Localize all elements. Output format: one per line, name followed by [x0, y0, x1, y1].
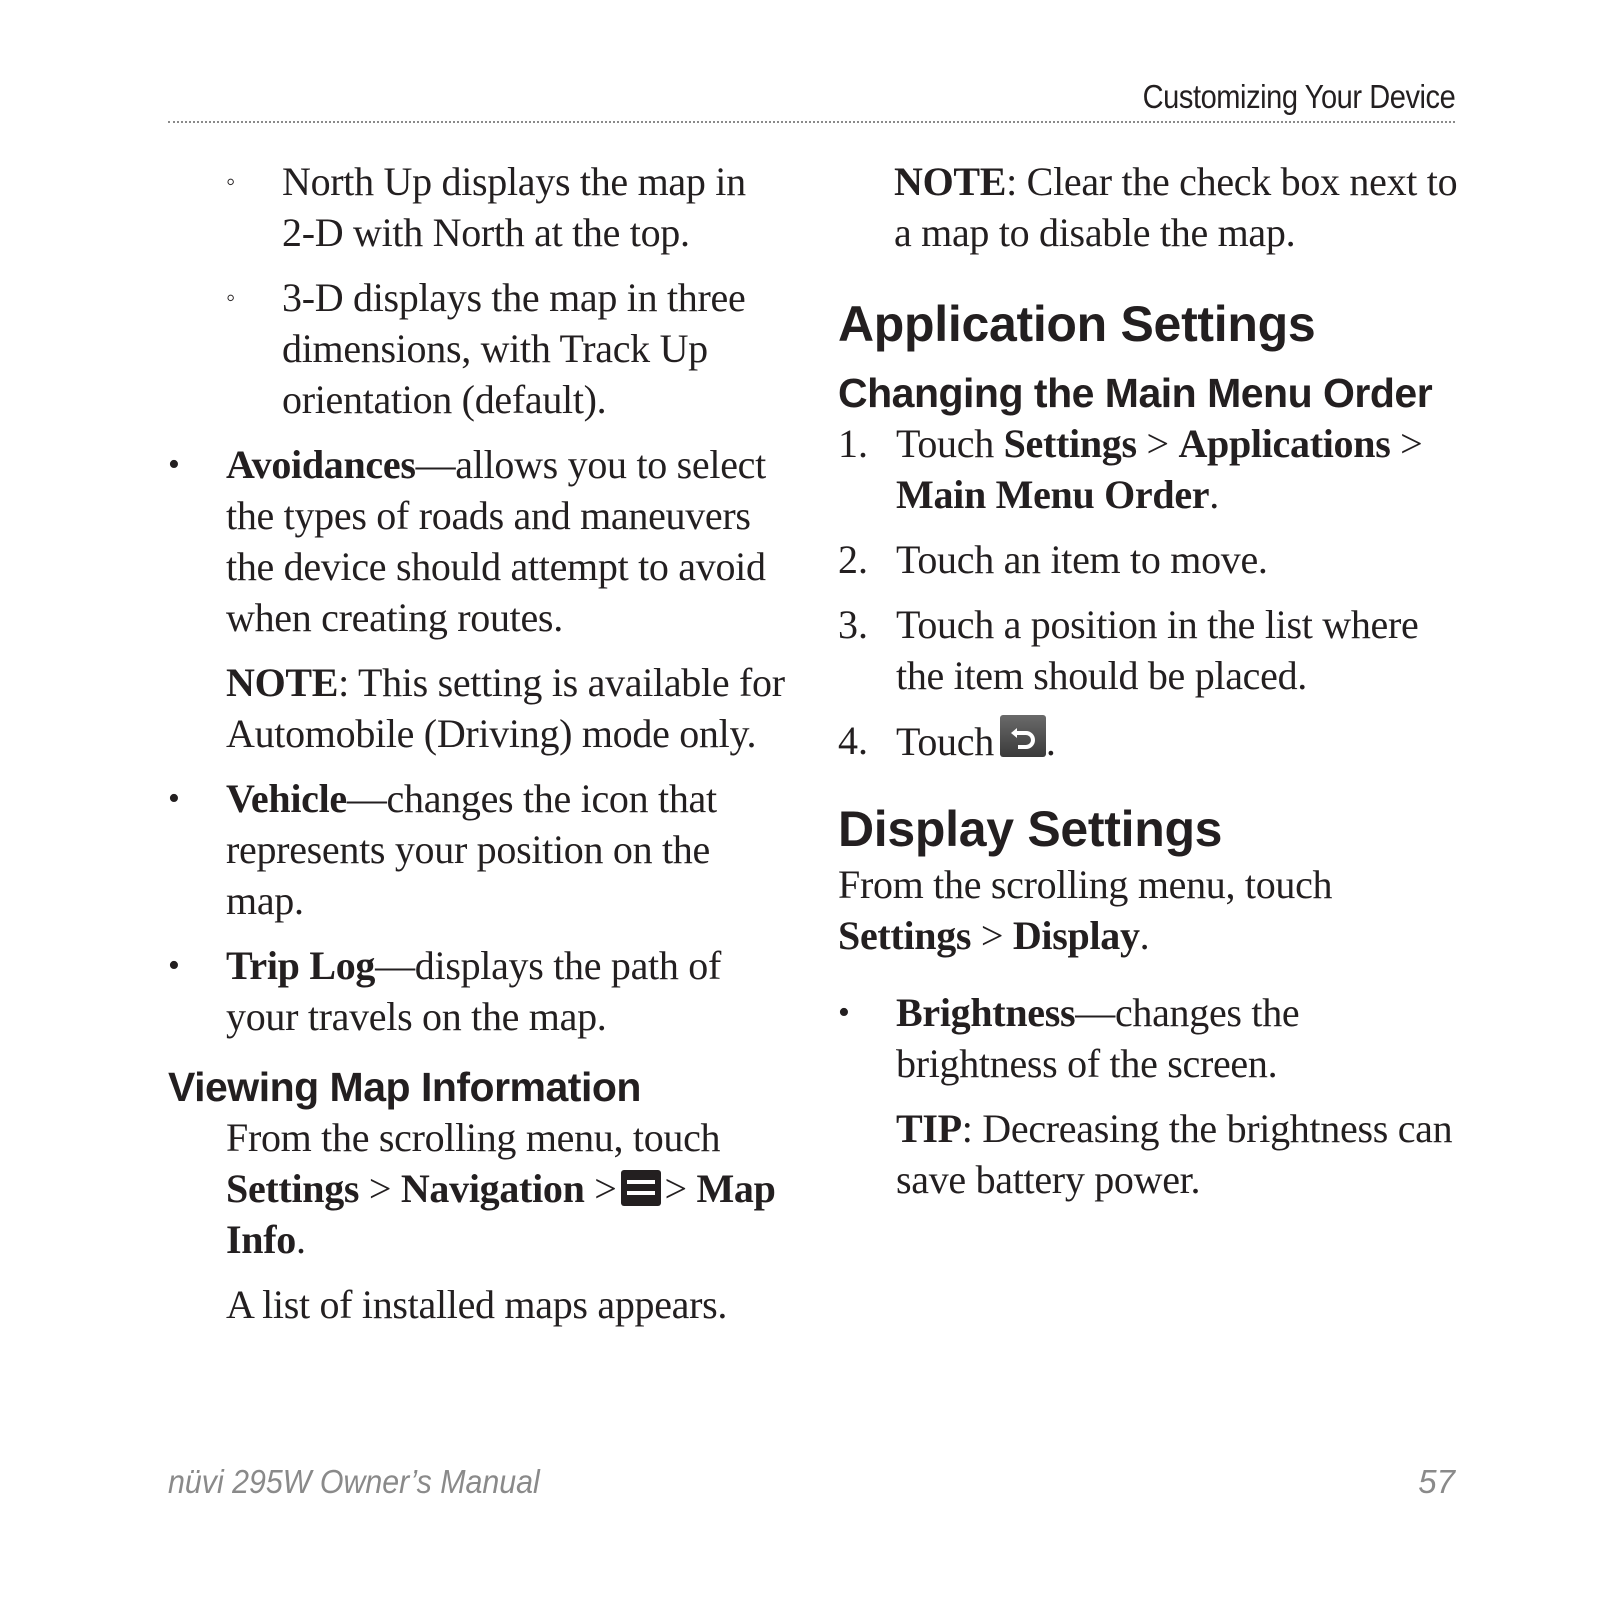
- text-fragment: Touch: [896, 421, 994, 466]
- running-header: Customizing Your Device: [1142, 78, 1455, 115]
- tip-label: TIP: [896, 1106, 962, 1151]
- term-display: Display: [1012, 913, 1140, 958]
- text-fragment: —displays the path of: [375, 943, 721, 988]
- list-item-north-up: [168, 156, 808, 258]
- text-line: A list of installed maps appears.: [226, 1282, 728, 1327]
- right-column: [838, 156, 1502, 1219]
- term-settings: Settings: [1003, 421, 1137, 466]
- term-vehicle: Vehicle: [226, 776, 347, 821]
- hollow-bullet-icon: ◦: [226, 167, 236, 196]
- separator: >: [1146, 421, 1169, 466]
- step-4: [838, 715, 1502, 767]
- text-fragment: —allows you to select: [415, 442, 766, 487]
- text-fragment: .: [295, 1217, 306, 1262]
- text-line: your travels on the map.: [226, 994, 607, 1039]
- text-line: a map to disable the map.: [894, 210, 1296, 255]
- text-line: the types of roads and maneuvers: [226, 493, 751, 538]
- term-info: Info: [226, 1217, 296, 1262]
- text-fragment: : Decreasing the brightness can: [961, 1106, 1453, 1151]
- page-number: 57: [1418, 1463, 1455, 1500]
- step-number: 3.: [838, 602, 868, 647]
- text-fragment: —changes the: [1075, 990, 1300, 1035]
- text-line: North Up displays the map in: [282, 159, 746, 204]
- term-main-menu-order: Main Menu Order: [896, 472, 1210, 517]
- list-item-trip-log: [168, 940, 808, 1042]
- heading-display-settings: Display Settings: [838, 801, 1223, 857]
- note-disable-map: [862, 156, 1502, 258]
- text-line: orientation (default).: [282, 377, 607, 422]
- text-line: represents your position on the: [226, 827, 710, 872]
- text-line: the item should be placed.: [896, 653, 1307, 698]
- text-fragment: : Clear the check box next to: [1006, 159, 1458, 204]
- map-info-result: [168, 1279, 808, 1330]
- text-fragment: —changes the icon that: [346, 776, 717, 821]
- note-avoidances: [168, 657, 808, 759]
- text-line: 3-D displays the map in three: [282, 275, 746, 320]
- header-divider: [168, 121, 1455, 123]
- steps-list: [838, 418, 1502, 767]
- step-number: 2.: [838, 537, 868, 582]
- step-number: 1.: [838, 421, 868, 466]
- text-fragment: .: [1139, 913, 1150, 958]
- text-line: Touch a position in the list where: [896, 602, 1419, 647]
- menu-list-icon: [621, 1170, 661, 1206]
- text-fragment: .: [1045, 719, 1056, 764]
- term-brightness: Brightness: [896, 990, 1076, 1035]
- step-1: [838, 418, 1502, 520]
- step-number: 4.: [838, 718, 868, 763]
- separator: >: [664, 1166, 687, 1211]
- text-fragment: Touch: [896, 719, 994, 764]
- text-line: From the scrolling menu, touch: [226, 1115, 721, 1160]
- footer-manual-title: nüvi 295W Owner’s Manual: [168, 1463, 540, 1500]
- tip-brightness: [862, 1103, 1502, 1205]
- hollow-bullet-icon: ◦: [226, 283, 236, 312]
- map-info-instructions: [168, 1112, 808, 1265]
- note-label: NOTE: [894, 159, 1007, 204]
- list-item-avoidances: [168, 439, 808, 643]
- term-navigation: Navigation: [400, 1166, 585, 1211]
- text-line: Automobile (Driving) mode only.: [226, 711, 757, 756]
- separator: >: [368, 1166, 392, 1211]
- bullet-icon: •: [168, 947, 180, 984]
- separator: >: [980, 913, 1004, 958]
- step-3: [838, 599, 1502, 701]
- term-settings: Settings: [226, 1166, 360, 1211]
- term-trip-log: Trip Log: [226, 943, 376, 988]
- text-fragment: : This setting is available for: [338, 660, 785, 705]
- note-label: NOTE: [226, 660, 339, 705]
- term-avoidances: Avoidances: [226, 442, 416, 487]
- text-fragment: .: [1209, 472, 1219, 517]
- text-line: From the scrolling menu, touch: [838, 862, 1333, 907]
- term-applications: Applications: [1178, 421, 1391, 466]
- text-line: 2-D with North at the top.: [282, 210, 690, 255]
- text-line: brightness of the screen.: [896, 1041, 1278, 1086]
- text-line: the device should attempt to avoid: [226, 544, 766, 589]
- list-item-3d: [168, 272, 808, 425]
- heading-viewing-map-information: Viewing Map Information: [168, 1064, 641, 1110]
- back-arrow-icon: [1000, 715, 1046, 757]
- term-map: Map: [696, 1166, 776, 1211]
- list-item-vehicle: [168, 773, 808, 926]
- text-line: map.: [226, 878, 304, 923]
- text-line: when creating routes.: [226, 595, 563, 640]
- text-line: Touch an item to move.: [896, 537, 1268, 582]
- separator: >: [1400, 421, 1423, 466]
- bullet-icon: •: [168, 780, 180, 817]
- separator: >: [594, 1166, 617, 1211]
- heading-application-settings: Application Settings: [838, 296, 1316, 352]
- step-2: [838, 534, 1502, 585]
- bullet-icon: •: [838, 994, 850, 1031]
- term-settings: Settings: [838, 913, 972, 958]
- display-instructions: [838, 859, 1502, 961]
- bullet-icon: •: [168, 446, 180, 483]
- heading-changing-main-menu-order: Changing the Main Menu Order: [838, 370, 1433, 416]
- left-column: [168, 156, 808, 1344]
- text-line: save battery power.: [896, 1157, 1201, 1202]
- list-item-brightness: [838, 987, 1502, 1089]
- text-line: dimensions, with Track Up: [282, 326, 708, 371]
